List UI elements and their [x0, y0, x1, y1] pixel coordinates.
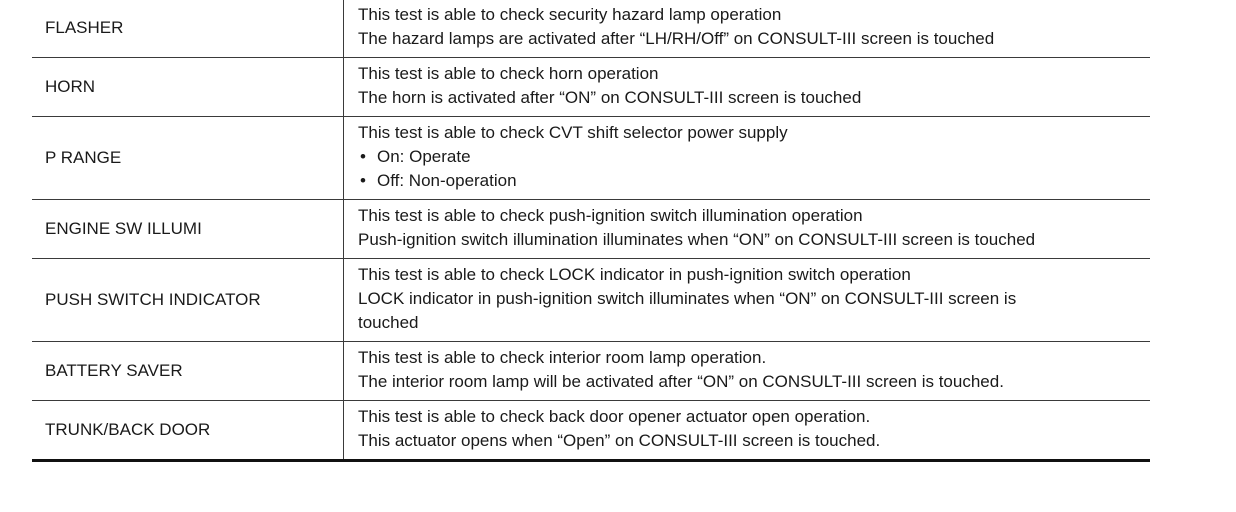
description-line: This test is able to check LOCK indicator in push-ignition switch operation: [358, 265, 911, 284]
table-row: [32, 58, 1150, 117]
table-row: [32, 342, 1150, 401]
table-row: [32, 0, 1150, 58]
test-item-name: HORN: [32, 58, 344, 117]
description-line: This test is able to check CVT shift selector power supply: [358, 123, 788, 142]
description-line: This test is able to check back door opener actuator open operation.: [358, 407, 871, 426]
test-description: [344, 342, 1151, 401]
test-description: [344, 0, 1151, 58]
description-line: Push-ignition switch illumination illuminates when “ON” on CONSULT-III screen is touched: [358, 230, 1036, 249]
test-description: [344, 401, 1151, 461]
description-line: LOCK indicator in push-ignition switch illuminates when “ON” on CONSULT-III screen is: [358, 289, 1017, 308]
bullet-item: • Off: Non-operation: [358, 169, 1150, 193]
test-item-name: BATTERY SAVER: [32, 342, 344, 401]
description-line: This test is able to check security hazard lamp operation: [358, 5, 782, 24]
test-description: [344, 58, 1151, 117]
table-row: [32, 200, 1150, 259]
description-line: The interior room lamp will be activated after “ON” on CONSULT-III screen is touched.: [358, 372, 1004, 391]
test-item-name: PUSH SWITCH INDICATOR: [32, 259, 344, 342]
test-description: [344, 259, 1151, 342]
description-line: This test is able to check horn operation: [358, 64, 659, 83]
test-item-name: TRUNK/BACK DOOR: [32, 401, 344, 461]
description-line: The hazard lamps are activated after “LH/RH/Off” on CONSULT-III screen is touched: [358, 29, 995, 48]
test-description: [344, 200, 1151, 259]
test-item-name: ENGINE SW ILLUMI: [32, 200, 344, 259]
description-line: The horn is activated after “ON” on CONSULT-III screen is touched: [358, 88, 862, 107]
description-line: This test is able to check interior room lamp operation.: [358, 348, 767, 367]
description-line: This test is able to check push-ignition switch illumination operation: [358, 206, 863, 225]
test-item-name: P RANGE: [32, 117, 344, 200]
bullet-item: • On: Operate: [358, 145, 1150, 169]
table-row: [32, 401, 1150, 461]
active-test-table: [32, 0, 1150, 462]
description-line: This actuator opens when “Open” on CONSULT-III screen is touched.: [358, 431, 881, 450]
test-description: [344, 117, 1151, 200]
description-line: touched: [358, 313, 419, 332]
table-row: [32, 117, 1150, 200]
table-row: [32, 259, 1150, 342]
test-item-name: FLASHER: [32, 0, 344, 58]
